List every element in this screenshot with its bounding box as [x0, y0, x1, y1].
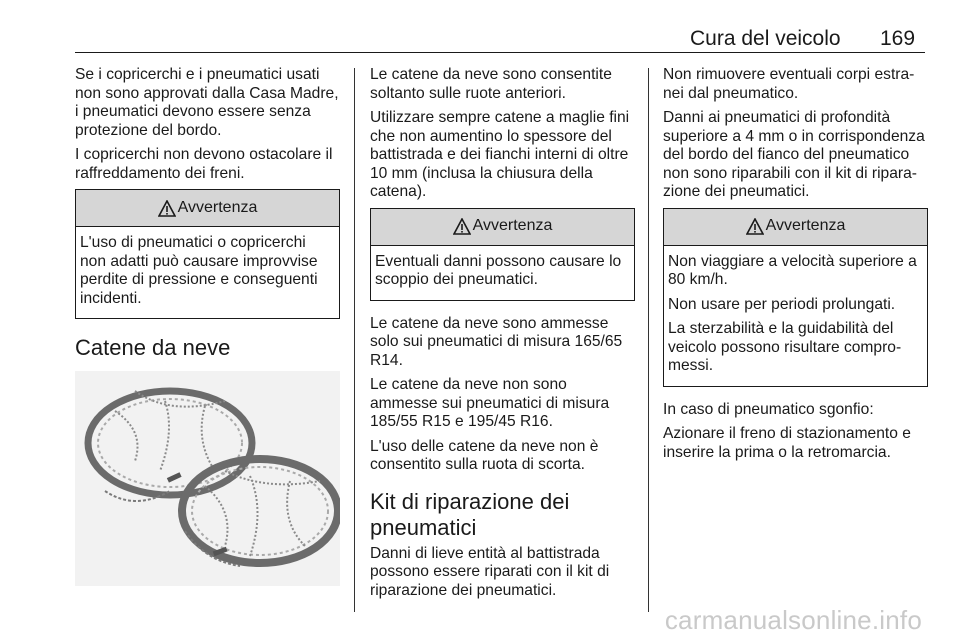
section-heading: Catene da neve: [75, 335, 231, 360]
warning-title: Avvertenza: [177, 198, 258, 216]
paragraph: Danni di lieve entità al battistrada possono essere riparati con il kit di riparazione dei pneumatici.: [370, 544, 610, 599]
warning-title: Avvertenza: [765, 217, 846, 235]
page-number: 169: [880, 27, 916, 50]
warning-box: [75, 189, 340, 319]
paragraph: Le catene da neve non sono ammesse sui pneumatici di misura 185/55 R15 e 195/45 R16.: [370, 376, 610, 430]
paragraph: Utilizzare sempre catene a maglie fini che non aumentino lo spessore del battistrada e dei fianchi interni di oltre 10 mm (inclusa la chiusura della catena).: [370, 109, 630, 200]
paragraph: Le catene da neve sono ammesse solo sui pneumatici di misura 165/65 R14.: [370, 314, 623, 369]
column-divider-left: [354, 68, 355, 612]
warning-body: [371, 246, 634, 300]
snow-chains-illustration: [75, 371, 340, 586]
page-header-title: Cura del veicolo: [690, 27, 841, 50]
paragraph: Azionare il freno di stazionamento e inserire la prima o la retromarcia.: [663, 425, 911, 461]
warning-item: Non viaggiare a velocità superiore a 80 km/h.: [668, 252, 917, 288]
warning-text: L'uso di pneumatici o copricerchi non adatti può causare improvvise perdite di pressione e conseguenti incidenti.: [80, 234, 318, 307]
paragraph: Non rimuovere eventuali corpi estra-nei dal pneumatico.: [663, 66, 915, 102]
paragraph: Le catene da neve sono consentite soltanto sulle ruote anteriori.: [370, 66, 612, 102]
warning-item: Non usare per periodi prolungati.: [668, 295, 896, 313]
column-2: [370, 66, 635, 606]
warning-text: Eventuali danni possono causare lo scoppio dei pneumatici.: [375, 252, 622, 288]
section-heading: Kit di riparazione dei pneumatici: [370, 488, 570, 540]
snow-chains-illustration-graphic: [75, 371, 340, 586]
column-1: [75, 66, 340, 586]
warning-triangle-icon: [746, 218, 764, 235]
warning-header: [76, 190, 339, 227]
warning-body: [76, 227, 339, 318]
warning-body: [664, 246, 927, 386]
warning-header: [371, 209, 634, 246]
paragraph: In caso di pneumatico sgonfio:: [663, 400, 874, 418]
warning-item: La sterzabilità e la guidabilità del veicolo possono risultare compro-messi.: [668, 320, 902, 374]
watermark: carmanualsonline.info: [664, 605, 922, 635]
paragraph: Se i copricerchi e i pneumatici usati non sono approvati dalla Casa Madre, i pneumatici devono essere senza protezione del bordo.: [75, 66, 339, 139]
paragraph: L'uso delle catene da neve non è consentito sulla ruota di scorta.: [370, 437, 599, 473]
warning-header: [664, 209, 927, 246]
warning-title: Avvertenza: [472, 217, 553, 235]
warning-box: [370, 208, 635, 301]
column-3: [663, 66, 928, 468]
paragraph: I copricerchi non devono ostacolare il raffreddamento dei freni.: [75, 146, 333, 182]
column-divider-right: [648, 68, 649, 612]
paragraph: Danni ai pneumatici di profondità superiore a 4 mm o in corrispondenza del bordo del fianco del pneumatico non sono riparabili con il kit di ripara-zione dei pneumatici.: [663, 109, 925, 200]
warning-box: [663, 208, 928, 387]
warning-triangle-icon: [158, 200, 176, 217]
warning-triangle-icon: [453, 218, 471, 235]
header-rule: [75, 52, 925, 53]
